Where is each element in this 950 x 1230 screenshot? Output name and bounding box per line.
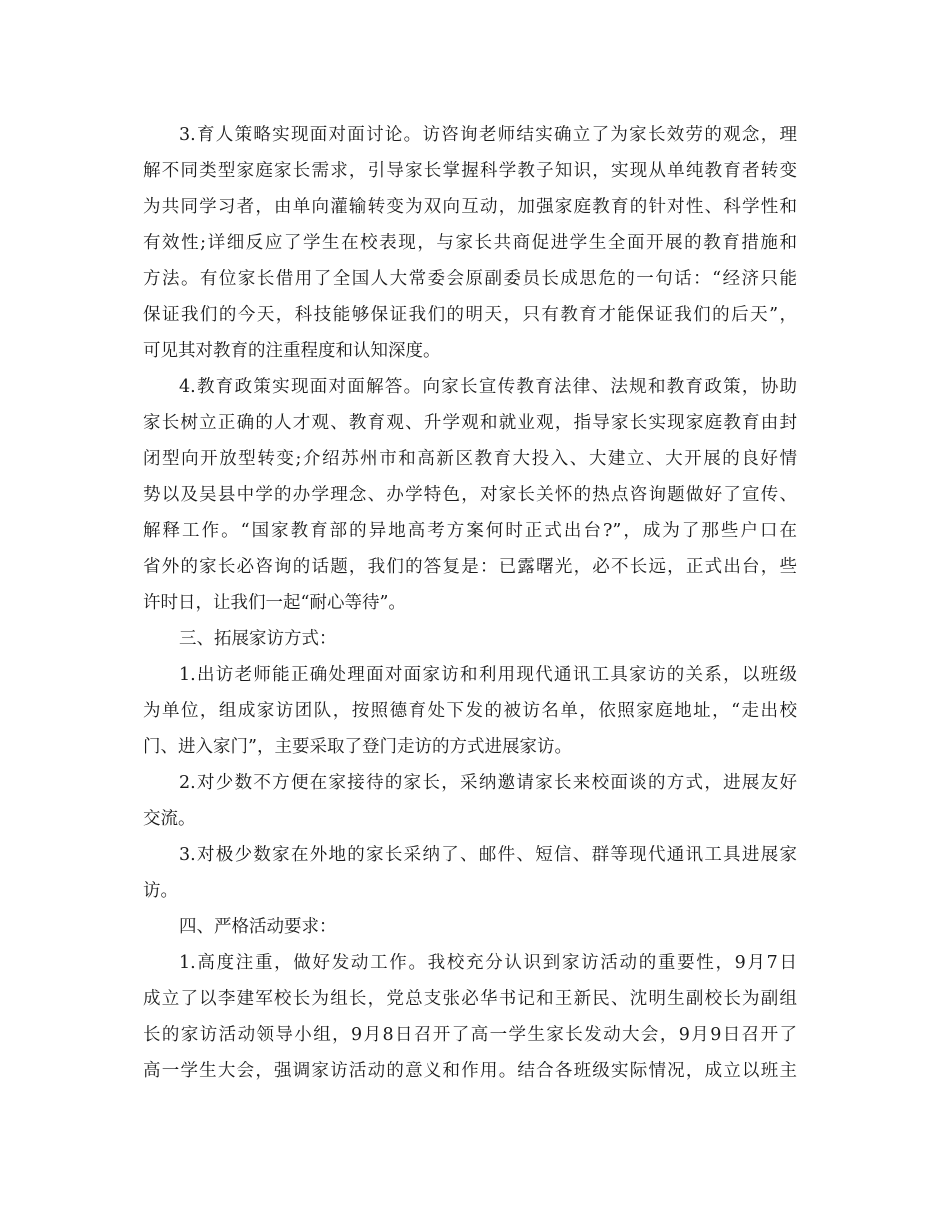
- text-line: 保证我们的今天，科技能够保证我们的明天，只有教育才能保证我们的后天”，: [143, 305, 797, 325]
- text-line: 家长树立正确的人才观、教育观、升学观和就业观，指导家长实现家庭教育由封: [143, 413, 797, 433]
- text-line: 门、进入家门”，主要采取了登门走访的方式进展家访。: [143, 737, 572, 757]
- text-line: 可见其对教育的注重程度和认知深度。: [143, 341, 441, 361]
- paragraph-expand-1: [143, 657, 797, 765]
- text-line: 为共同学习者，由单向灌输转变为双向互动，加强家庭教育的针对性、科学性和: [143, 197, 797, 217]
- text-line: 3.育人策略实现面对面讨论。访咨询老师结实确立了为家长效劳的观念，理: [179, 125, 797, 145]
- text-line: 势以及吴县中学的办学理念、办学特色，对家长关怀的热点咨询题做好了宣传、: [143, 485, 797, 505]
- section-heading-strict: [143, 909, 797, 945]
- text-line: 长的家访活动领导小组，9月8日召开了高一学生家长发动大会，9月9日召开了: [143, 1025, 797, 1045]
- text-line: 高一学生大会，强调家访活动的意义和作用。结合各班级实际情况，成立以班主: [143, 1061, 797, 1081]
- text-line: 闭型向开放型转变;介绍苏州市和高新区教育大投入、大建立、大开展的良好情: [143, 449, 797, 469]
- paragraph-strategy: [143, 117, 797, 369]
- paragraph-strict-1: [143, 945, 797, 1089]
- document-body: [143, 117, 797, 1089]
- text-line: 访。: [143, 881, 178, 901]
- text-line: 2.对少数不方便在家接待的家长，采纳邀请家长来校面谈的方式，进展友好: [179, 773, 797, 793]
- text-line: 1.出访老师能正确处理面对面家访和利用现代通讯工具家访的关系，以班级: [179, 665, 797, 685]
- text-line: 解释工作。“国家教育部的异地高考方案何时正式出台?”，成为了那些户口在: [143, 521, 797, 541]
- paragraph-expand-3: [143, 837, 797, 909]
- text-line: 交流。: [143, 809, 196, 829]
- text-line: 4.教育政策实现面对面解答。向家长宣传教育法律、法规和教育政策，协助: [179, 377, 797, 397]
- paragraph-expand-2: [143, 765, 797, 837]
- text-line: 许时日，让我们一起“耐心等待”。: [143, 593, 406, 613]
- section-heading: 四、严格活动要求：: [179, 917, 337, 937]
- text-line: 解不同类型家庭家长需求，引导家长掌握科学教子知识，实现从单纯教育者转变: [143, 161, 797, 181]
- text-line: 3.对极少数家在外地的家长采纳了、邮件、短信、群等现代通讯工具进展家: [179, 845, 797, 865]
- text-line: 省外的家长必咨询的话题，我们的答复是：已露曙光，必不长远，正式出台，些: [143, 557, 797, 577]
- text-line: 有效性;详细反应了学生在校表现，与家长共商促进学生全面开展的教育措施和: [143, 233, 797, 253]
- text-line: 为单位，组成家访团队，按照德育处下发的被访名单，依照家庭地址，“走出校: [143, 701, 797, 721]
- text-line: 成立了以李建军校长为组长，党总支张必华书记和王新民、沈明生副校长为副组: [143, 989, 797, 1009]
- text-line: 方法。有位家长借用了全国人大常委会原副委员长成思危的一句话：“经济只能: [143, 269, 797, 289]
- section-heading: 三、拓展家访方式：: [179, 629, 337, 649]
- section-heading-expand: [143, 621, 797, 657]
- text-line: 1.高度注重，做好发动工作。我校充分认识到家访活动的重要性，9月7日: [179, 953, 797, 973]
- paragraph-policy: [143, 369, 797, 621]
